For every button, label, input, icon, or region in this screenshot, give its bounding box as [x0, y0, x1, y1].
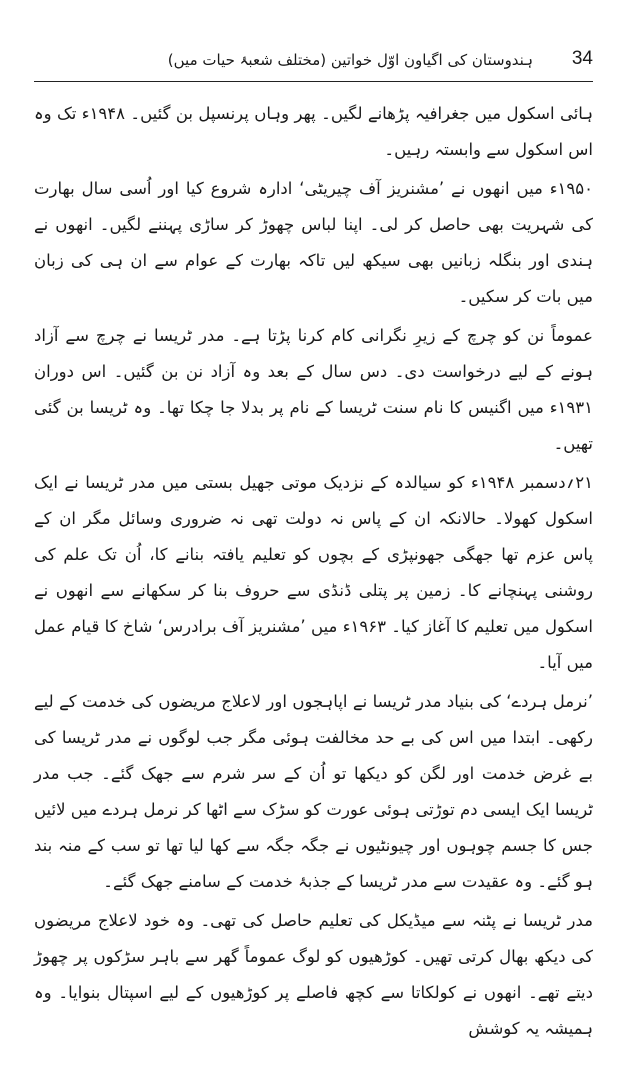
paragraph-1: ہائی اسکول میں جغرافیہ پڑھانے لگیں۔ پھر وہاں پرنسپل بن گئیں۔ ۱۹۴۸ء تک وہ اس اسکول سے وابستہ رہیں۔: [34, 104, 593, 159]
paragraph-5: ’نرمل ہردے‘ کی بنیاد مدر ٹریسا نے اپاہجوں اور لاعلاج مریضوں کی خدمت کے لیے رکھی۔ ابتدا میں اس کی بے حد مخالفت ہوئی مگر جب لوگوں نے مدر ٹریسا کی بے غرض خدمت اور لگن کو دیکھا تو اُن کے سر شرم سے جھک گئے۔ جب مدر ٹریسا ایک ایسی دم توڑتی ہوئی عورت کو سڑک سے اٹھا کر نرمل ہردے میں لائیں جس کا جسم چوہوں اور چیونٹیوں نے جگہ جگہ سے کھا لیا تھا تو سب کے منہ بند ہو گئے۔ وہ عقیدت سے مدر ٹریسا کے جذبۂ خدمت کے سامنے جھک گئے۔: [34, 692, 593, 891]
running-title: ہندوستان کی اگیاون اوّل خواتین (مختلف شعبۂ حیات میں): [167, 51, 533, 69]
header-rule: [34, 81, 593, 82]
paragraph-4: ۲۱؍دسمبر ۱۹۴۸ء کو سیالدہ کے نزدیک موتی جھیل بستی میں مدر ٹریسا نے ایک اسکول کھولا۔ حالانکہ ان کے پاس نہ دولت تھی نہ ضروری وسائل مگر ان کے پاس عزم تھا جھگی جھونپڑی کے بچوں کو تعلیم یافتہ بنانے کا، اُن تک علم کی روشنی پہنچانے کا۔ زمین پر پتلی ڈنڈی سے حروف بنا کر سکھانے سے انھوں نے اسکول میں تعلیم کا آغاز کیا۔ ۱۹۶۳ء میں ’مشنریز آف برادرس‘ شاخ کا قیام عمل میں آیا۔: [34, 473, 593, 672]
paragraph-2: ۱۹۵۰ء میں انھوں نے ’مشنریز آف چیریٹی‘ ادارہ شروع کیا اور اُسی سال بھارت کی شہریت بھی حاصل کر لی۔ اپنا لباس چھوڑ کر ساڑی پہننے لگیں۔ انھوں نے ہندی اور بنگلہ زبانیں بھی سیکھ لیں تاکہ بھارت کے عوام سے ان ہی کی زبان میں بات کر سکیں۔: [34, 179, 593, 306]
body-text: [34, 96, 593, 1050]
paragraph-6: مدر ٹریسا نے پٹنہ سے میڈیکل کی تعلیم حاصل کی تھی۔ وہ خود لاعلاج مریضوں کی دیکھ بھال کرتی تھیں۔ کوڑھیوں کو لوگ عموماً گھر سے باہر سڑکوں پر چھوڑ دیتے تھے۔ انھوں نے کولکاتا سے کچھ فاصلے پر کوڑھیوں کے لیے اسپتال بنوایا۔ وہ ہمیشہ یہ کوشش: [34, 911, 593, 1038]
page-header: [34, 42, 593, 82]
page-number: 34: [571, 48, 593, 69]
paragraph-3: عموماً نن کو چرچ کے زیرِ نگرانی کام کرنا پڑتا ہے۔ مدر ٹریسا نے چرچ سے آزاد ہونے کے لیے درخواست دی۔ دس سال کے بعد وہ آزاد نن بن گئیں۔ اس دوران ۱۹۳۱ء میں اگنیس کا نام سنت ٹریسا کے نام پر بدلا جا چکا تھا۔ وہ ٹریسا بن گئی تھیں۔: [34, 326, 593, 453]
